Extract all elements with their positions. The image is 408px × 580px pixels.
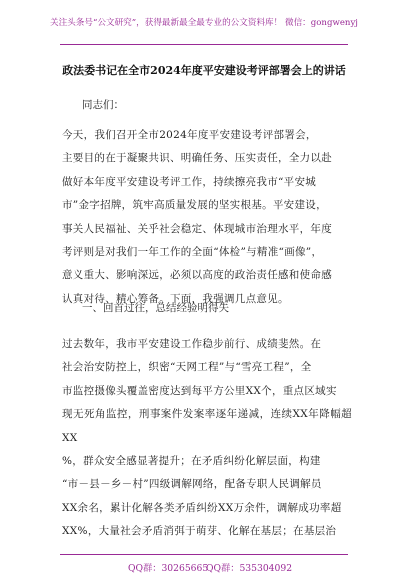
section-heading-1: 一、回首过往，总结经验明得失 xyxy=(82,302,229,314)
paragraph-introduction: 今天，我们召开全市2024年度平安建设考评部署会， 主要目的在于凝聚共识、明确任务、压实责任，全力以赴 做好本年度平安建设考评工作，持续擦亮我市“平安城 市”金字招牌，筑牢高质量发展的坚实根基。平安建设， 事关人民福祉、关乎社会稳定、体现城市治理水平，年度 考评则是对我们一年工作的全面“体检”与精准“画像”， 意义重大、影响深远，必须以高度的政治责任感和使命感 认真对待、精心筹备。下面，我强调几点意见。 xyxy=(62,129,332,305)
paragraph-review: 过去数年，我市平安建设工作稳步前行、成绩斐然。在 社会治安防控上，织密“天网工程”与“雪亮工程”，全 市监控摄像头覆盖密度达到每平方公里XX个，重点区域实 现无死角监控，刑事案件发案率逐年递减，连续XX年降幅超XX %，群众安全感显著提升；在矛盾纠纷化解层面，构建 “市－县－乡－村”四级调解网络，配备专职人民调解员 XX余名，累计化解各类矛盾纠纷XX万余件，调解成功率超 XX%，大量社会矛盾消弭于萌芽、化解在基层；在基层治 xyxy=(62,338,352,538)
footer-qq-group-1: QQ群：30265665 xyxy=(128,563,209,574)
footer-divider xyxy=(60,554,348,555)
document-title: 政法委书记在全市2024年度平安建设考评部署会上的讲话 xyxy=(62,64,346,77)
header-divider xyxy=(60,44,348,45)
greeting: 同志们： xyxy=(82,99,124,111)
header-banner: 关注头条号“公文研究”，获得最新最全最专业的公文资料库！ 微信：gongwenyj xyxy=(50,18,358,28)
footer-qq-group-2: QQ群：535304092 xyxy=(206,563,293,574)
